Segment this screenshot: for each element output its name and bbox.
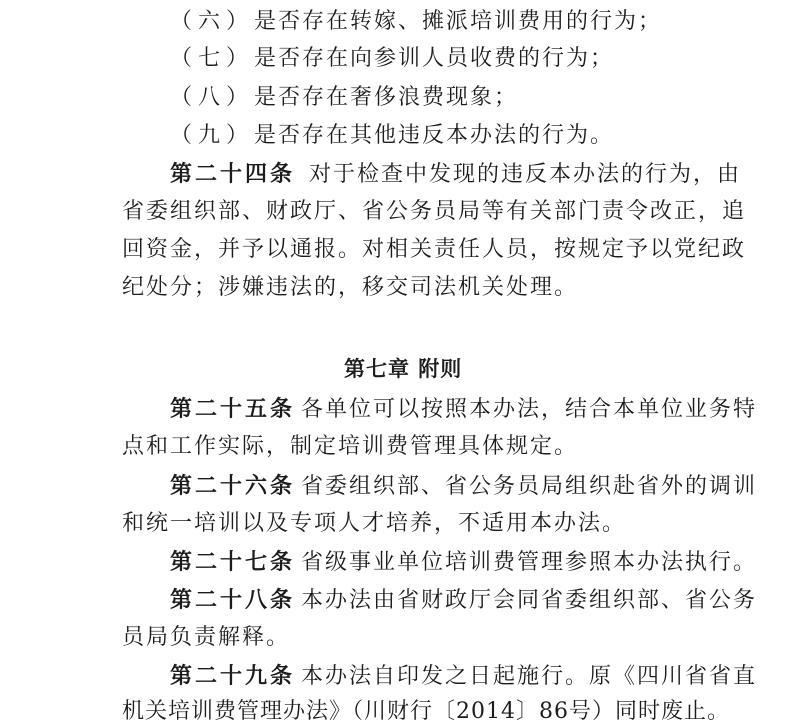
article-24-text: 对于检查中发现的违反本办法的行为，由 (309, 162, 742, 187)
article-25-label: 第二十五条 (170, 396, 296, 422)
article-26-label: 第二十六条 (170, 473, 296, 499)
article-24-paragraph-line (170, 160, 741, 189)
article-28-text: 本办法由省财政厅会同省委组织部、省公务 (301, 588, 758, 613)
article-25-paragraph-line (170, 395, 757, 424)
article-29-paragraph-line: 机关培训费管理办法》（川财行〔2014〕86号）同时废止。 (122, 699, 730, 724)
article-28-paragraph-line (170, 586, 757, 615)
list-item (170, 122, 614, 150)
article-25-paragraph-line: 点和工作实际，制定培训费管理具体规定。 (122, 434, 579, 459)
article-24-paragraph-line: 纪处分；涉嫌违法的，移交司法机关处理。 (122, 275, 579, 300)
article-25-text: 各单位可以按照本办法，结合本单位业务特 (301, 397, 758, 422)
article-27-label: 第二十七条 (170, 549, 296, 575)
list-item-number: （七） (170, 46, 255, 71)
list-item-number: （九） (170, 123, 255, 148)
article-27-text: 省级事业单位培训费管理参照本办法执行。 (301, 550, 758, 575)
article-29-paragraph-line (170, 662, 757, 691)
list-item (170, 84, 518, 112)
list-item (170, 45, 614, 73)
article-24-paragraph-line: 回资金，并予以通报。对相关责任人员，按规定予以党纪政 (122, 237, 747, 262)
list-item-text: 是否存在转嫁、摊派培训费用的行为； (254, 9, 663, 34)
chapter-heading: 第七章 附则 (344, 356, 463, 381)
article-26-text: 省委组织部、省公务员局组织赴省外的调训 (301, 474, 758, 499)
article-24-paragraph-line: 省委组织部、财政厅、省公务员局等有关部门责令改正，追 (122, 199, 747, 224)
list-item (170, 8, 662, 36)
article-29-label: 第二十九条 (170, 663, 296, 689)
list-item-text: 是否存在奢侈浪费现象； (254, 85, 519, 110)
article-26-paragraph-line (170, 472, 757, 501)
list-item-number: （六） (170, 9, 255, 34)
article-28-paragraph-line: 员局负责解释。 (122, 625, 291, 650)
list-item-number: （八） (170, 85, 255, 110)
article-24-label: 第二十四条 (170, 161, 296, 187)
article-28-label: 第二十八条 (170, 587, 296, 613)
article-29-text: 本办法自印发之日起施行。原《四川省省直 (301, 664, 758, 689)
list-item-text: 是否存在向参训人员收费的行为； (254, 46, 615, 71)
list-item-text: 是否存在其他违反本办法的行为。 (254, 123, 615, 148)
article-26-paragraph-line: 和统一培训以及专项人才培养，不适用本办法。 (122, 511, 627, 536)
article-27-paragraph-line (170, 548, 757, 577)
